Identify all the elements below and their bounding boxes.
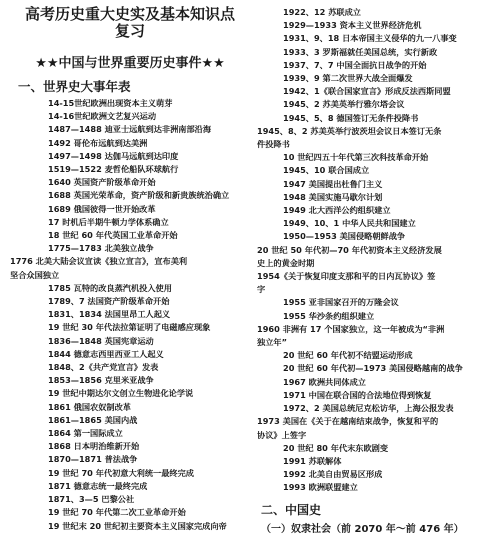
timeline-entry: 1775—1783 北美独立战争 [48,243,154,254]
timeline-entry: 20 世纪 60 年代初—1973 美国侵略越南的战争 [283,363,463,374]
timeline-entry: 1937、7、7 中国全面抗日战争的开始 [283,59,427,70]
entry-line-continued: 史上的黄金时期 [257,257,315,268]
entry-line: 1960 非洲有 17 个国家独立，这一年被成为“非洲 [257,323,445,334]
timeline-entry: 1688 英国光荣革命，资产阶级和新贵族统治确立 [48,190,230,201]
entry-line-continued: 件投降书 [257,139,290,150]
timeline-entry: 1949、10、1 中华人民共和国建立 [283,218,416,229]
entry-line: 20 世纪 50 年代初—70 年代初资本主义经济发展 [257,244,442,255]
timeline-entry: 1942、1《联合国家宣言》形成反法西斯同盟 [283,86,451,97]
timeline-entry: 19 世纪末 20 世纪初主要资本主义国家完成向帝 [48,520,227,531]
entry-line: 1973 美国在《关于在越南结束战争，恢复和平的 [257,416,439,427]
timeline-entry: 1640 英国资产阶级革命开始 [48,177,156,188]
subsection-heading-slave-society: （一）奴隶社会（前 2070 年～前 476 年） [261,523,464,535]
timeline-entry: 1870—1871 普法战争 [48,454,138,465]
timeline-entry: 1993 欧洲联盟建立 [283,482,358,493]
right-column [257,6,497,535]
entry-line-continued: 独立年” [257,337,287,348]
timeline-entry: 1861—1865 美国内战 [48,414,138,425]
timeline-entry: 20 世纪 60 年代初不结盟运动形成 [283,350,413,361]
timeline-entry: 1949 北大西洋公约组织建立 [283,205,391,216]
entry-line-continued: 坚合众国独立 [10,269,60,280]
timeline-entry: 1950—1953 美国侵略朝鲜战争 [283,231,406,242]
timeline-entry: 19 世纪中期达尔文创立生物进化论学说 [48,388,194,399]
timeline-entry: 1836—1848 英国宪章运动 [48,335,154,346]
timeline-entry: 14-15世纪欧洲出现资本主义萌芽 [48,98,173,108]
timeline-entry: 1848、2《共产党宣言》发表 [48,362,159,373]
timeline-entry: 1931、9、18 日本帝国主义侵华的九一八事变 [283,33,457,44]
entry-line: 1776 北美大陆会议宣读《独立宣言》，宣布美利 [10,256,188,267]
timeline-entry: 1785 瓦特的改良蒸汽机投入使用 [48,282,172,293]
timeline-entry: 20 世纪 80 年代末东欧剧变 [283,442,389,453]
timeline-entry: 1929—1933 资本主义世界经济危机 [283,20,422,31]
timeline-entry: 1868 日本明治维新开始 [48,441,140,452]
timeline-entry: 1967 欧洲共同体成立 [283,376,366,387]
entry-line: 1945、8、2 苏美英举行波茨坦会议日本签订无条 [257,125,442,136]
timeline-entry: 18 世纪 60 年代英国工业革命开始 [48,230,178,241]
timeline-entry-wrapped [257,323,497,349]
entry-line: 1954《关于恢复印度支那和平的日内瓦协议》签 [257,271,436,282]
timeline-entry-wrapped [257,125,497,151]
timeline-entry: 1844 德意志西里西亚工人起义 [48,348,164,359]
timeline-entry: 1922、12 苏联成立 [283,7,361,17]
timeline-entry: 1939、9 第二次世界大战全面爆发 [283,73,413,84]
timeline-entry: 17 时机后半期牛顿力学体系确立 [48,216,169,227]
timeline-entry: 1947 美国提出杜鲁门主义 [283,178,383,189]
timeline-entry: 1497—1498 达伽马远航到达印度 [48,150,179,161]
timeline-entry: 1861 俄国农奴制改革 [48,401,131,412]
timeline-entry: 1945、10 联合国成立 [283,165,370,176]
title-line-2: 复习 [114,22,145,40]
timeline-entry: 1831、1834 法国里昂工人起义 [48,309,171,320]
timeline-entry: 1948 美国实施马歇尔计划 [283,191,383,202]
world-history-list-continued [257,6,497,495]
timeline-entry-wrapped [257,244,497,270]
timeline-entry: 1789、7 法国资产阶级革命开始 [48,296,170,307]
timeline-entry: 1945、2 苏美英举行雅尔塔会议 [283,99,405,110]
timeline-entry-wrapped [257,270,497,296]
timeline-entry: 1955 亚非国家召开的万隆会议 [283,297,399,308]
document-title [10,6,250,40]
timeline-entry: 1519—1522 麦哲伦船队环球航行 [48,164,179,175]
timeline-entry: 1971 中国在联合国的合法地位得到恢复 [283,389,432,400]
timeline-entry: 14-16世纪欧洲文艺复兴运动 [48,111,157,122]
timeline-entry: 1871、3—5 巴黎公社 [48,494,135,505]
timeline-entry: 10 世纪四五十年代第三次科技革命开始 [283,152,429,163]
entry-line-continued: 字 [257,284,266,295]
timeline-entry: 19 世纪 70 年代初意大利统一最终完成 [48,467,194,478]
section-heading-world-history: 一、世界史大事年表 [18,79,131,94]
title-line-1: 高考历史重大史实及基本知识点 [24,5,235,23]
timeline-entry: 1991 苏联解体 [283,455,342,466]
timeline-entry: 1992 北美自由贸易区形成 [283,469,383,480]
timeline-entry: 1689 俄国彼得一世开始改革 [48,203,156,214]
timeline-entry: 1853—1856 克里米亚战争 [48,375,154,386]
timeline-entry: 1945、5、8 德国签订无条件投降书 [283,112,419,123]
section-heading-chinese-history: 二、中国史 [261,502,322,517]
timeline-entry: 1487—1488 迪亚士远航到达非洲南部沿海 [48,124,212,135]
timeline-entry-wrapped [10,255,250,281]
timeline-entry: 1955 华沙条约组织建立 [283,310,375,321]
timeline-entry: 1933、3 罗斯福就任美国总统，实行新政 [283,46,438,57]
timeline-entry: 1972、2 美国总统尼克松访华，上海公报发表 [283,403,454,414]
timeline-entry: 1492 哥伦布远航到达美洲 [48,137,148,148]
entry-line-continued: 协议》上签字 [257,429,307,440]
document-subtitle: ★★中国与世界重要历史事件★★ [35,56,225,71]
timeline-entry: 19 世纪 70 年代第二次工业革命开始 [48,507,186,518]
timeline-entry: 19 世纪 30 年代法拉第证明了电磁感应现象 [48,322,211,333]
timeline-entry: 1871 德意志统一最终完成 [48,480,148,491]
world-history-list [10,97,250,533]
timeline-entry: 1864 第一国际成立 [48,428,123,439]
timeline-entry-wrapped [257,415,497,441]
left-column [10,0,250,533]
